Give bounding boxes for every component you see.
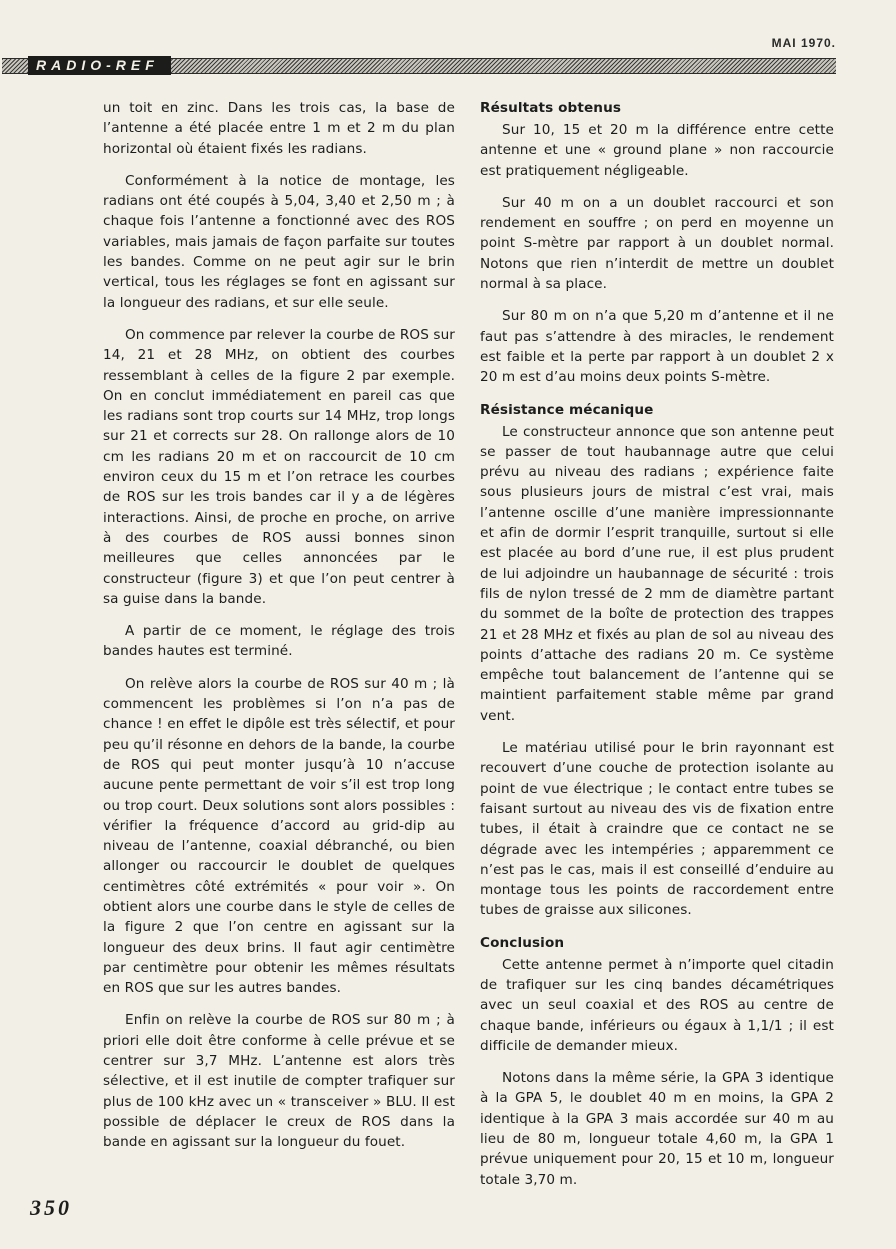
right-column (480, 98, 834, 1202)
paragraph: Notons dans la même série, la GPA 3 identique à la GPA 5, le doublet 40 m en moins, la GPA 2 identique à la GPA 3 mais accordée sur 40 m au lieu de 80 m, longueur totale 4,60 m, la GPA 1 prévue uniquement pour 20, 15 et 10 m, longueur totale 3,70 m. (480, 1070, 834, 1188)
paragraph: un toit en zinc. Dans les trois cas, la base de l’antenne a été placée entre 1 m et 2 m du plan horizontal où étaient fixés les radians. (103, 100, 455, 157)
paragraph: On commence par relever la courbe de ROS sur 14, 21 et 28 MHz, on obtient des courbes ressemblant à celles de la figure 2 par exemple. On en conclut immédiatement en pareil cas que les radians sont trop courts sur 14 MHz, trop longs sur 21 et corrects sur 28. On rallonge alors de 10 cm les radians 20 m et on raccourcit de 10 cm environ ceux du 15 m et l’on retrace les courbes de ROS sur les trois bandes car il y a de légères interactions. Ainsi, de proche en proche, on arrive à des courbes de ROS aussi bonnes sinon meilleures que celles annoncées par le constructeur (figure 3) et que l’on peut centrer à sa guise dans la bande. (103, 326, 455, 607)
paragraph: Le constructeur annonce que son antenne peut se passer de tout haubannage autre que celui prévu au niveau des radians ; expérience faite sous plusieurs jours de mistral c’est vrai, mais l’antenne oscille d’une manière impressionnante et afin de dormir l’esprit tranquille, surtout si elle est placée au bord d’une rue, il est plus prudent de lui adjoindre un haubannage de sécurité : trois fils de nylon tressé de 2 mm de diamètre partant du sommet de la boîte de protection des trappes 21 et 28 MHz et fixés au plan de sol au niveau des points d’attache des radians 20 m. Ce système empêche tout balancement de l’antenne qui se maintient parfaitement stable même par grand vent. (480, 423, 834, 724)
paragraph: Sur 80 m on n’a que 5,20 m d’antenne et il ne faut pas s’attendre à des miracles, le rendement est faible et la perte par rapport à un doublet 2 x 20 m est d’au moins deux points S-mètre. (480, 308, 834, 386)
issue-date: MAI 1970. (771, 36, 836, 50)
section-heading: Résultats obtenus (480, 100, 622, 116)
magazine-title: RADIO-REF (28, 56, 171, 75)
paragraph: Cette antenne permet à n’importe quel citadin de trafiquer sur les cinq bandes décamétriques avec un seul coaxial et des ROS au centre de chaque bande, inférieurs ou égaux à 1,1/1 ; il est difficile de demander mieux. (480, 956, 834, 1054)
section-heading: Résistance mécanique (480, 401, 654, 418)
paragraph: Conformément à la notice de montage, les radians ont été coupés à 5,04, 3,40 et 2,50 m ; à chaque fois l’antenne a fonctionné avec des ROS variables, mais jamais de façon parfaite sur toutes les bandes. Comme on ne peut agir sur le brin vertical, tous les réglages se font en agissant sur la longueur des radians, et sur elle seule. (103, 172, 455, 311)
page-number: 350 (30, 1195, 72, 1220)
left-column (103, 98, 455, 1165)
paragraph: A partir de ce moment, le réglage des trois bandes hautes est terminé. (103, 623, 455, 660)
paragraph: Le matériau utilisé pour le brin rayonnant est recouvert d’une couche de protection isolante au point de vue électrique ; le contact entre tubes se faisant surtout au niveau des vis de fixation entre tubes, il était à craindre que ce contact ne se dégrade avec les intempéries ; apparemment ce n’est pas le cas, mais il est conseillé d’enduire au montage tous les points de raccordement entre tubes de graisse aux silicones. (480, 740, 834, 919)
section-heading: Conclusion (480, 934, 565, 951)
paragraph: On relève alors la courbe de ROS sur 40 m ; là commencent les problèmes si l’on n’a pas de chance ! en effet le dipôle est très sélectif, et pour peu qu’il résonne en dehors de la bande, la courbe de ROS qui peut monter jusqu’à 10 n’accuse aucune pente permettant de voir s’il est trop long ou trop court. Deux solutions sont alors possibles : vérifier la fréquence d’accord au grid-dip au niveau de l’antenne, coaxial débranché, ou bien allonger ou raccourcir le doublet de quelques centimètres côté extrémités « pour voir ». On obtient alors une courbe dans le style de celles de la figure 2 que l’on centre en agissant sur la longueur des deux brins. Il faut agir centimètre par centimètre pour obtenir les mêmes résultats en ROS que sur les autres bandes. (103, 675, 455, 997)
paragraph: Enfin on relève la courbe de ROS sur 80 m ; à priori elle doit être conforme à celle prévue et se centrer sur 3,7 MHz. L’antenne est alors très sélective, et il est inutile de compter trafiquer sur plus de 100 kHz avec un « transceiver » BLU. Il est possible de déplacer le creux de ROS dans la bande en agissant sur la longueur du fouet. (103, 1012, 455, 1151)
masthead-band (2, 58, 836, 74)
paragraph: Sur 40 m on a un doublet raccourci et son rendement en souffre ; on perd en moyenne un point S-mètre par rapport à un doublet normal. Notons que rien n’interdit de mettre un doublet normal à sa place. (480, 194, 834, 293)
paragraph: Sur 10, 15 et 20 m la différence entre cette antenne et une « ground plane » non raccourcie est pratiquement négligeable. (480, 122, 834, 179)
